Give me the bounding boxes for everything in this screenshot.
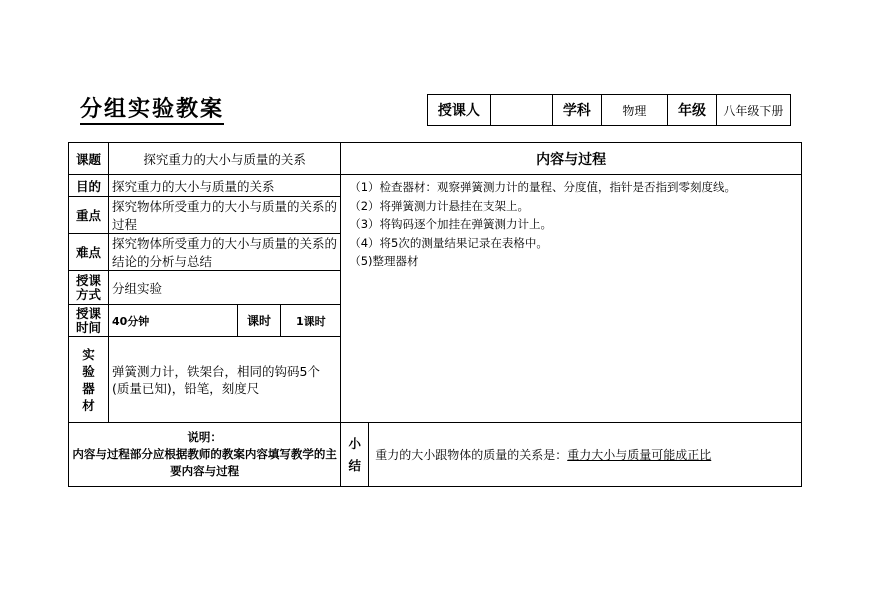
period-label: 课时 — [237, 305, 281, 337]
difficulty-label: 难点 — [69, 234, 109, 271]
focus-label: 重点 — [69, 197, 109, 234]
process-step: （1）检查器材：观察弹簧测力计的量程、分度值，指针是否指到零刻度线。 — [349, 180, 737, 194]
note-title: 说明： — [187, 430, 222, 444]
equipment-value[interactable]: 弹簧测力计，铁架台，相同的钩码5个(质量已知)，铅笔，刻度尺 — [108, 337, 340, 423]
subject-value[interactable]: 物理 — [601, 95, 668, 126]
note-cell — [69, 423, 341, 487]
difficulty-value[interactable]: 探究物体所受重力的大小与质量的关系的结论的分析与总结 — [108, 234, 340, 271]
time-label: 授课时间 — [69, 305, 109, 337]
equipment-label: 实验器材 — [69, 337, 109, 423]
teacher-label: 授课人 — [428, 95, 491, 126]
note-text: 内容与过程部分应根据教师的教案内容填写教学的主要内容与过程 — [72, 447, 337, 478]
lesson-table — [68, 142, 802, 487]
header-table — [427, 94, 791, 126]
focus-value[interactable]: 探究物体所受重力的大小与质量的关系的过程 — [108, 197, 340, 234]
purpose-value[interactable]: 探究重力的大小与质量的关系 — [108, 175, 340, 197]
topic-value[interactable]: 探究重力的大小与质量的关系 — [108, 143, 340, 175]
process-step: （2）将弹簧测力计悬挂在支架上。 — [349, 198, 530, 213]
content-header: 内容与过程 — [341, 143, 802, 175]
summary-cell[interactable] — [369, 423, 802, 487]
content-process-cell[interactable] — [341, 175, 802, 423]
summary-label: 小结 — [341, 423, 369, 487]
purpose-label: 目的 — [69, 175, 109, 197]
grade-value[interactable]: 八年级下册 — [716, 95, 790, 126]
document-title: 分组实验教案 — [80, 96, 224, 125]
topic-label: 课题 — [69, 143, 109, 175]
process-step: （3）将钩码逐个加挂在弹簧测力计上。 — [349, 217, 553, 231]
time-value[interactable]: 40分钟 — [108, 305, 237, 337]
summary-value: 重力大小与质量可能成正比 — [567, 448, 712, 462]
method-value[interactable]: 分组实验 — [108, 271, 340, 305]
process-step: （5)整理器材 — [349, 254, 419, 268]
grade-label: 年级 — [668, 95, 717, 126]
process-step: （4）将5次的测量结果记录在表格中。 — [349, 235, 548, 250]
summary-prefix: 重力的大小跟物体的质量的关系是： — [375, 448, 568, 462]
teacher-value[interactable] — [490, 95, 552, 126]
period-value[interactable]: 1课时 — [281, 305, 341, 337]
method-label: 授课方式 — [69, 271, 109, 305]
subject-label: 学科 — [553, 95, 602, 126]
